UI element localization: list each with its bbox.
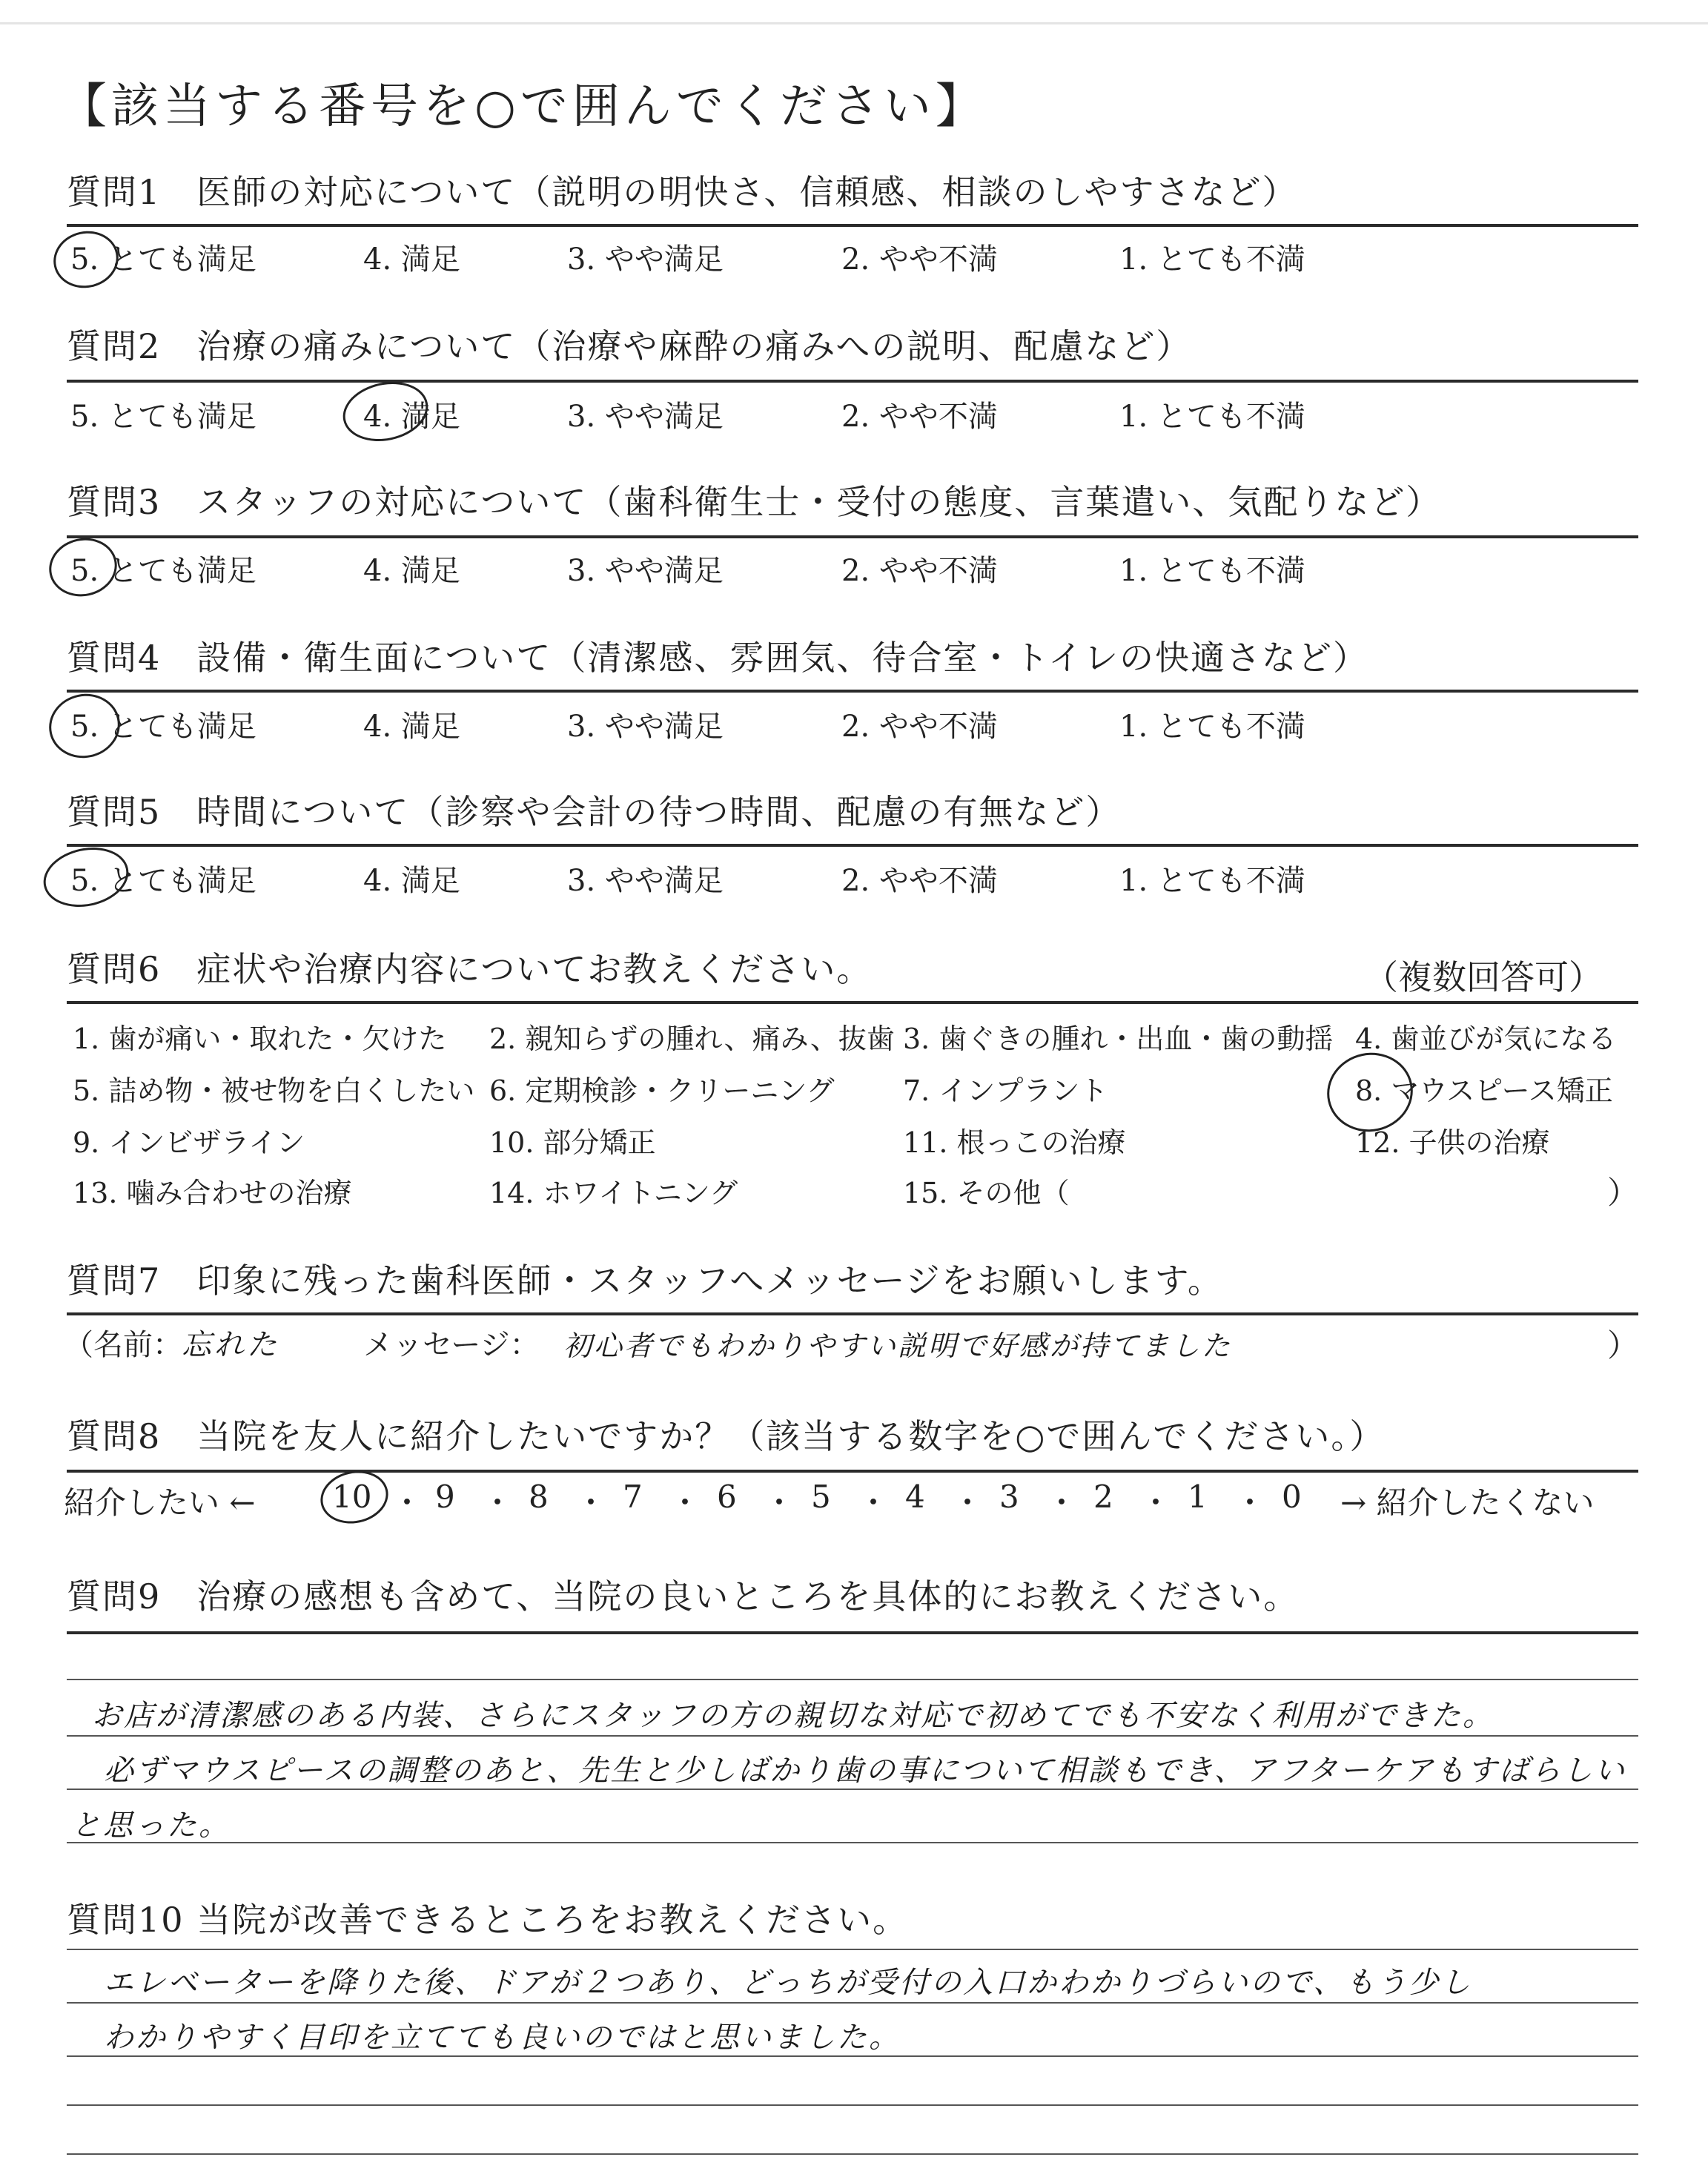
q6-item-14[interactable]: 14. ホワイトニング	[489, 1177, 738, 1209]
question-7	[67, 1261, 1638, 1301]
q2-option-3[interactable]: 3. やや満足	[567, 400, 724, 434]
question-2	[67, 326, 1638, 367]
q8-scale-9[interactable]: 9	[435, 1479, 455, 1515]
q7-name-label: （名前：	[64, 1328, 182, 1362]
question-10	[67, 1900, 1638, 1941]
question-7-rule	[67, 1312, 1638, 1315]
q9-answer-line-1[interactable]: お店が清潔感のある内装、さらにスタッフの方の親切な対応で初めてでも不安なく利用ができた。	[92, 1699, 1494, 1733]
page-heading: 【該当する番号を○で囲んでください】	[59, 79, 987, 134]
q8-scale-dot: ・	[575, 1484, 607, 1521]
q8-scale-10[interactable]: 10	[332, 1479, 372, 1515]
q2-option-1[interactable]: 1. とても不満	[1119, 400, 1305, 434]
q1-option-5[interactable]: 5. とても満足	[70, 242, 256, 277]
q1-option-1[interactable]: 1. とても不満	[1119, 242, 1305, 277]
q4-option-4[interactable]: 4. 満足	[363, 710, 460, 744]
q8-scale-dot: ・	[858, 1484, 890, 1521]
q10-answer-line	[67, 2104, 1638, 2106]
q7-message-label: メッセージ：	[363, 1328, 540, 1362]
q4-option-1[interactable]: 1. とても不満	[1119, 710, 1305, 744]
q2-option-4[interactable]: 4. 満足	[363, 400, 460, 434]
question-3-rule	[67, 535, 1638, 538]
question-3-title: 質問3 スタッフの対応について（歯科衛生士・受付の態度、言葉遣い、気配りなど）	[67, 482, 1442, 522]
question-1-rule	[67, 224, 1638, 227]
q1-option-4[interactable]: 4. 満足	[363, 242, 460, 277]
question-4-rule	[67, 690, 1638, 693]
question-9-rule	[67, 1631, 1638, 1634]
question-1-title: 質問1 医師の対応について（説明の明快さ、信頼感、相談のしやすさなど）	[67, 172, 1298, 212]
q6-item-12[interactable]: 12. 子供の治療	[1355, 1126, 1550, 1159]
q6-item-6[interactable]: 6. 定期検診・クリーニング	[489, 1074, 835, 1107]
question-1	[67, 172, 1638, 213]
question-7-title: 質問7 印象に残った歯科医師・スタッフへメッセージをお願いします。	[67, 1261, 1223, 1301]
q4-option-3[interactable]: 3. やや満足	[567, 710, 724, 744]
q6-item-3[interactable]: 3. 歯ぐきの腫れ・出血・歯の動揺	[903, 1023, 1334, 1055]
q5-option-3[interactable]: 3. やや満足	[567, 864, 724, 898]
q6-item-2[interactable]: 2. 親知らずの腫れ、痛み、抜歯	[489, 1023, 895, 1055]
question-4	[67, 638, 1638, 678]
q5-option-2[interactable]: 2. やや不満	[841, 864, 998, 898]
question-6-note: （複数回答可）	[1364, 957, 1603, 997]
q8-scale-4[interactable]: 4	[905, 1479, 925, 1515]
q9-answer-line	[67, 1735, 1638, 1737]
q8-left-label: 紹介したい ←	[64, 1484, 256, 1521]
question-3	[67, 482, 1638, 523]
q8-right-label: → 紹介したくない	[1340, 1484, 1595, 1521]
question-8	[67, 1416, 1638, 1457]
q6-item-9[interactable]: 9. インビザライン	[73, 1126, 305, 1159]
q6-item-7[interactable]: 7. インプラント	[903, 1074, 1108, 1107]
question-5-rule	[67, 844, 1638, 847]
q2-selection-circle	[337, 374, 434, 449]
q3-option-5[interactable]: 5. とても満足	[70, 554, 256, 588]
q8-selection-circle	[316, 1464, 394, 1530]
q9-answer-line	[67, 1842, 1638, 1843]
q8-scale-6[interactable]: 6	[717, 1479, 737, 1515]
q7-close-paren: ）	[1607, 1327, 1639, 1364]
question-4-title: 質問4 設備・衛生面について（清潔感、雰囲気、待合室・トイレの快適さなど）	[67, 638, 1369, 678]
q7-name-value[interactable]: 忘れた	[182, 1328, 279, 1362]
q5-selection-circle	[38, 840, 134, 914]
q2-option-5[interactable]: 5. とても満足	[70, 400, 256, 434]
question-6-title: 質問6 症状や治療内容についてお教えください。	[67, 949, 873, 989]
q9-answer-line-3[interactable]: と思った。	[71, 1809, 231, 1843]
question-8-title: 質問8 当院を友人に紹介したいですか？（該当する数字を○で囲んでください。）	[67, 1416, 1386, 1456]
q8-scale-3[interactable]: 3	[999, 1479, 1019, 1515]
q4-option-5[interactable]: 5. とても満足	[70, 710, 256, 744]
q4-option-2[interactable]: 2. やや不満	[841, 710, 998, 744]
question-6-rule	[67, 1001, 1638, 1004]
q5-option-5[interactable]: 5. とても満足	[70, 864, 256, 898]
q9-answer-line	[67, 1679, 1638, 1680]
q6-item-5[interactable]: 5. 詰め物・被せ物を白くしたい	[73, 1074, 475, 1107]
question-8-rule	[67, 1470, 1638, 1473]
q5-option-4[interactable]: 4. 満足	[363, 864, 460, 898]
q8-scale-dot: ・	[482, 1484, 514, 1521]
q8-scale-5[interactable]: 5	[811, 1479, 831, 1515]
q2-option-2[interactable]: 2. やや不満	[841, 400, 998, 434]
q7-message-value[interactable]: 初心者でもわかりやすい説明で好感が持てました	[563, 1330, 1233, 1362]
q8-scale-8[interactable]: 8	[529, 1479, 549, 1515]
q8-scale-dot: ・	[1234, 1484, 1266, 1521]
q3-option-4[interactable]: 4. 満足	[363, 554, 460, 588]
q1-option-2[interactable]: 2. やや不満	[841, 242, 998, 277]
q6-item-8[interactable]: 8. マウスピース矯正	[1355, 1074, 1613, 1107]
question-9-title: 質問9 治療の感想も含めて、当院の良いところを具体的にお教えください。	[67, 1576, 1300, 1616]
q1-option-3[interactable]: 3. やや満足	[567, 242, 724, 277]
q8-scale-dot: ・	[952, 1484, 984, 1521]
q6-item-1[interactable]: 1. 歯が痛い・取れた・欠けた	[73, 1023, 447, 1055]
q8-scale-dot: ・	[391, 1484, 423, 1521]
q8-scale-dot: ・	[764, 1484, 795, 1521]
q10-answer-line	[67, 1949, 1638, 1950]
q8-scale-2[interactable]: 2	[1093, 1479, 1113, 1515]
q8-scale-dot: ・	[669, 1484, 701, 1521]
q8-scale-dot: ・	[1140, 1484, 1172, 1521]
q8-scale-0[interactable]: 0	[1282, 1479, 1302, 1515]
q10-answer-line	[67, 2153, 1638, 2155]
q10-answer-line-2[interactable]: わかりやすく目印を立てても良いのではと思いました。	[104, 2021, 901, 2055]
q6-item-13[interactable]: 13. 噛み合わせの治療	[73, 1177, 352, 1209]
question-2-title: 質問2 治療の痛みについて（治療や麻酔の痛みへの説明、配慮など）	[67, 326, 1192, 366]
q4-selection-circle	[43, 687, 126, 764]
top-edge-line	[0, 22, 1708, 24]
q10-answer-line-1[interactable]: エレベーターを降りた後、ドアが２つあり、どっちが受付の入口かわかりづらいので、もう少し	[104, 1966, 1473, 2000]
q3-option-3[interactable]: 3. やや満足	[567, 554, 724, 588]
q5-option-1[interactable]: 1. とても不満	[1119, 864, 1305, 898]
question-5-title: 質問5 時間について（診察や会計の待つ時間、配慮の有無など）	[67, 792, 1122, 832]
q6-item-15[interactable]: 15. その他（	[903, 1177, 1070, 1209]
q6-item-4[interactable]: 4. 歯並びが気になる	[1355, 1023, 1617, 1055]
q8-scale-7[interactable]: 7	[623, 1479, 643, 1515]
question-5	[67, 792, 1638, 833]
q3-option-2[interactable]: 2. やや不満	[841, 554, 998, 588]
q3-selection-circle	[44, 532, 122, 602]
question-10-title: 質問10 当院が改善できるところをお教えください。	[67, 1900, 909, 1940]
q9-answer-line-2[interactable]: 必ずマウスピースの調整のあと、先生と少しばかり歯の事について相談もでき、アフターケアもすばらしい	[104, 1754, 1626, 1788]
question-2-rule	[67, 380, 1638, 383]
q6-other-close-paren: ）	[1607, 1175, 1639, 1211]
q8-scale-dot: ・	[1046, 1484, 1078, 1521]
q8-scale-1[interactable]: 1	[1188, 1479, 1208, 1515]
question-9	[67, 1576, 1638, 1617]
q6-item-11[interactable]: 11. 根っこの治療	[903, 1126, 1126, 1159]
q10-answer-line	[67, 2002, 1638, 2004]
q6-item-10[interactable]: 10. 部分矯正	[489, 1126, 656, 1159]
q3-option-1[interactable]: 1. とても不満	[1119, 554, 1305, 588]
